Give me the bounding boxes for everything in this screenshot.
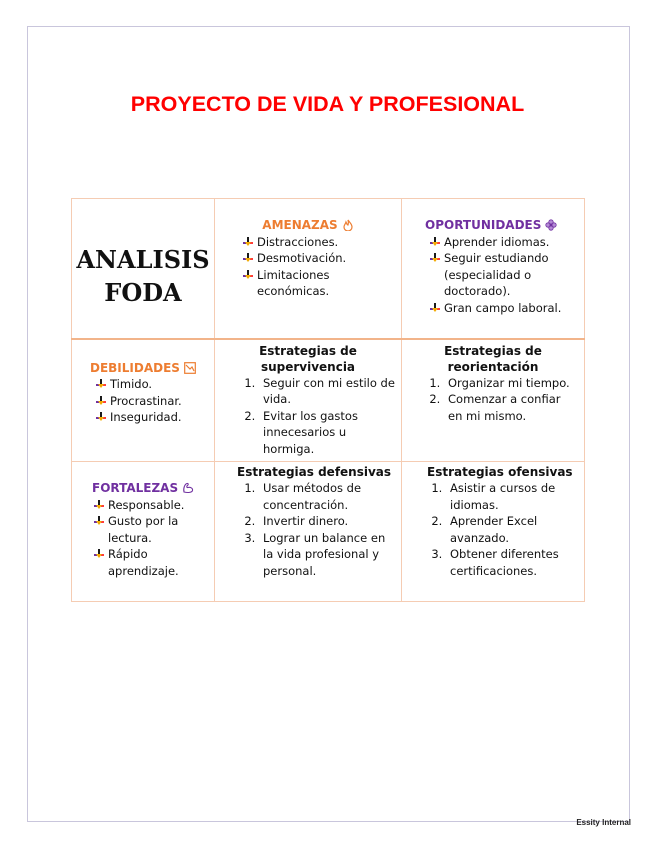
fortalezas-cell bbox=[72, 462, 215, 602]
debilidad-item: Timido. bbox=[96, 376, 208, 393]
defensivas-cell bbox=[215, 462, 402, 602]
amenazas-cell bbox=[215, 199, 402, 339]
supervivencia-item: 2. Evitar los gastos innecesarios u hormiga. bbox=[259, 408, 395, 458]
foda-title-cell bbox=[72, 199, 215, 339]
oportunidades-label: OPORTUNIDADES bbox=[425, 218, 542, 232]
reorientacion-item: 1. Organizar mi tiempo. bbox=[444, 375, 578, 392]
fire-icon bbox=[342, 219, 354, 231]
reorientacion-item: 2. Comenzar a confiar en mi mismo. bbox=[444, 391, 578, 424]
supervivencia-item: 1. Seguir con mi estilo de vida. bbox=[259, 375, 395, 408]
fortaleza-item: Rápido aprendizaje. bbox=[94, 546, 208, 579]
defensiva-item: 1. Usar métodos de concentración. bbox=[259, 480, 395, 513]
document-title: PROYECTO DE VIDA Y PROFESIONAL bbox=[130, 92, 525, 116]
supervivencia-cell bbox=[215, 339, 402, 462]
debilidad-item: Procrastinar. bbox=[96, 393, 208, 410]
debilidad-item: Inseguridad. bbox=[96, 409, 208, 426]
amenazas-header bbox=[221, 217, 395, 234]
amenazas-label: AMENAZAS bbox=[262, 218, 338, 232]
chart-down-icon bbox=[184, 362, 196, 374]
flexed-arm-icon bbox=[182, 482, 194, 494]
ofensiva-item: 2. Aprender Excel avanzado. bbox=[446, 513, 578, 546]
defensivas-header: Estrategias defensivas bbox=[237, 465, 392, 479]
reorientacion-header: Estrategias de reorientación bbox=[444, 343, 542, 374]
amenaza-item: Desmotivación. bbox=[243, 250, 395, 267]
oportunidad-item: Aprender idiomas. bbox=[430, 234, 578, 251]
debilidades-header bbox=[74, 360, 208, 377]
foda-title-line2: FODA bbox=[104, 278, 182, 307]
oportunidades-header bbox=[408, 217, 578, 234]
ofensiva-item: 1. Asistir a cursos de idiomas. bbox=[446, 480, 578, 513]
flower-icon bbox=[545, 219, 557, 231]
supervivencia-header: Estrategias de supervivencia bbox=[259, 343, 357, 374]
oportunidad-item: Seguir estudiando (especialidad o doctorado). bbox=[430, 250, 578, 300]
oportunidades-cell bbox=[402, 199, 585, 339]
debilidades-label: DEBILIDADES bbox=[90, 360, 180, 375]
ofensivas-header: Estrategias ofensivas bbox=[427, 465, 573, 479]
reorientacion-cell bbox=[402, 339, 585, 462]
amenaza-item: Distracciones. bbox=[243, 234, 395, 251]
footer-classification: Essity Internal bbox=[576, 818, 631, 827]
fortalezas-label: FORTALEZAS bbox=[92, 481, 179, 495]
foda-table bbox=[71, 198, 585, 602]
ofensivas-cell bbox=[402, 462, 585, 602]
amenaza-item: Limitaciones económicas. bbox=[243, 267, 395, 300]
oportunidad-item: Gran campo laboral. bbox=[430, 300, 578, 317]
foda-title-line1: ANALISIS bbox=[76, 245, 210, 274]
defensiva-item: 2. Invertir dinero. bbox=[259, 513, 395, 530]
fortaleza-item: Gusto por la lectura. bbox=[94, 513, 208, 546]
ofensiva-item: 3. Obtener diferentes certificaciones. bbox=[446, 546, 578, 579]
fortaleza-item: Responsable. bbox=[94, 497, 208, 514]
fortalezas-header bbox=[76, 480, 208, 497]
defensiva-item: 3. Lograr un balance en la vida profesional y personal. bbox=[259, 530, 395, 580]
debilidades-cell bbox=[72, 339, 215, 462]
